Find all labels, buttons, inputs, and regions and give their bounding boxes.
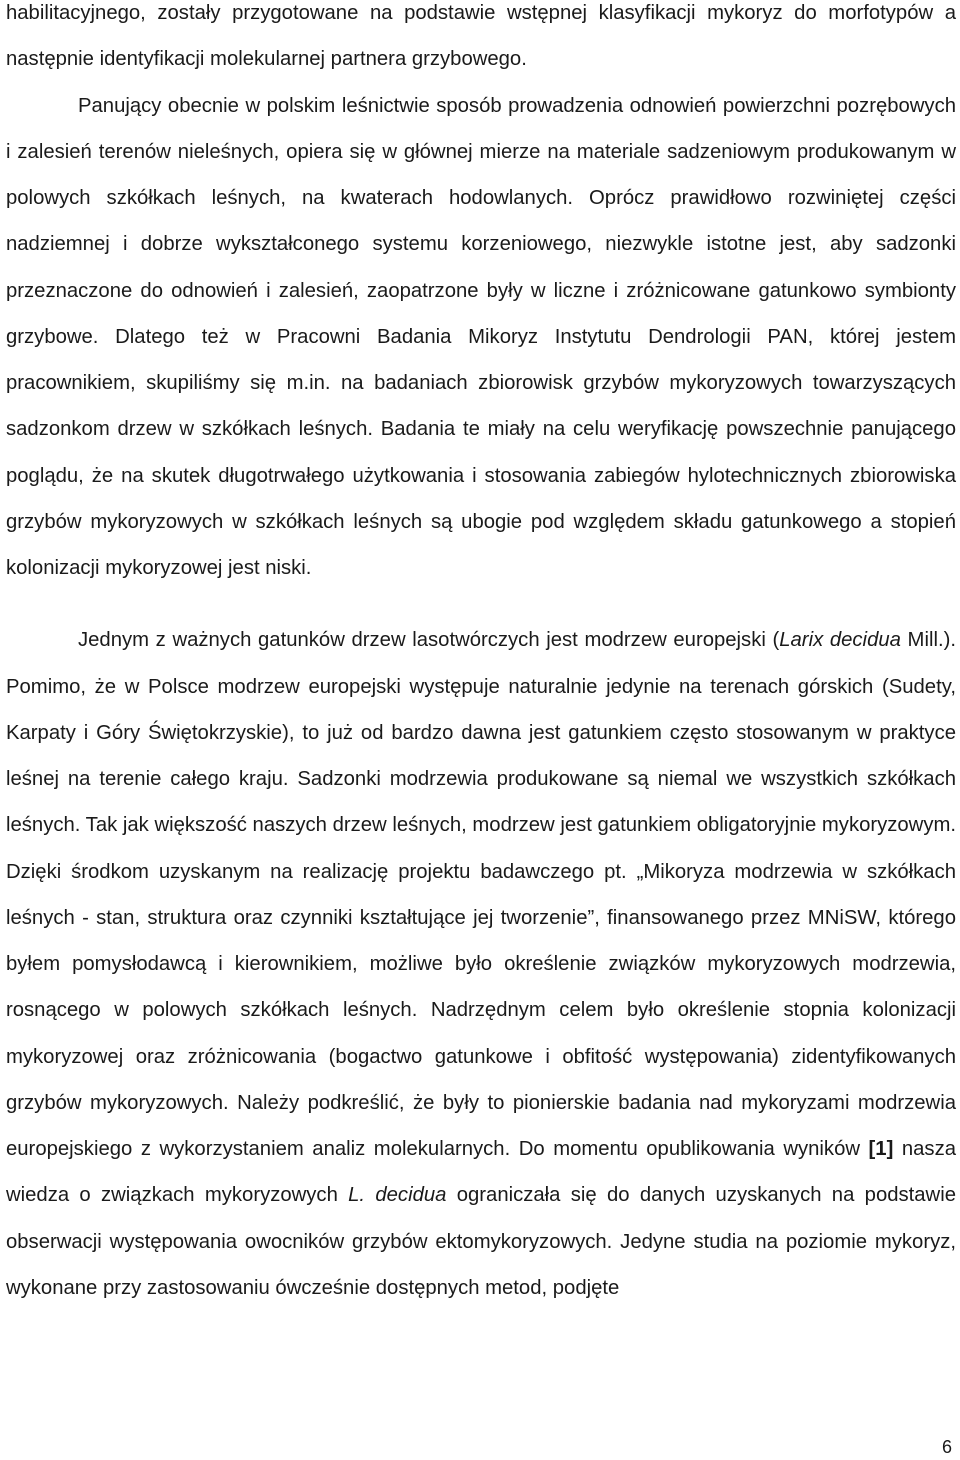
text-segment: habilitacyjnego, zostały przygotowane na podstawie wstępnej klasyfikacji mykoryz do morfotypów a następnie identyfikacji molekularnej partnera grzybowego. [6,2,956,71]
paragraph-forest-nurseries [6,83,956,592]
text-segment: Panujący obecnie w polskim leśnictwie sposób prowadzenia odnowień powierzchni pozrębowych i zalesień terenów nieleśnych, opiera się w głównej mierze na materiale sadzeniowym produkowanym w polowych szkółkach leśnych, na kwaterach hodowlanych. Oprócz prawidłowo rozwiniętej części nadziemnej i dobrze wykształconego systemu korzeniowego, niezwykle istotne jest, aby sadzonki przeznaczone do odnowień i zalesień, zaopatrzone były w liczne i zróżnicowane gatunkowo symbionty grzybowe. Dlatego też w Pracowni Badania Mikoryz Instytutu Dendrologii PAN, której jestem pracownikiem, skupiliśmy się m.in. na badaniach zbiorowisk grzybów mykoryzowych towarzyszących sadzonkom drzew w szkółkach leśnych. Badania te miały na celu weryfikację powszechnie panującego poglądu, że na skutek długotrwałego użytkowania i stosowania zabiegów hylotechnicznych zbiorowiska grzybów mykoryzowych w szkółkach leśnych są ubogie pod względem składu gatunkowego a stopień kolonizacji mykoryzowej jest niski. [6,94,956,579]
species-name-italic: Larix decidua [779,629,901,652]
text-segment: Mill.). Pomimo, że w Polsce modrzew europejski występuje naturalnie jedynie na terenach górskich (Sudety, Karpaty i Góry Świętokrzyskie), to już od bardzo dawna jest gatunkiem często stosowanym w praktyce leśnej na terenie całego kraju. Sadzonki modrzewia produkowane są niemal we wszystkich szkółkach leśnych. Tak jak większość naszych drzew leśnych, modrzew jest gatunkiem obligatoryjnie mykoryzowym. Dzięki środkom uzyskanym na realizację projektu badawczego pt. „Mikoryza modrzewia w szkółkach leśnych - stan, struktura oraz czynniki kształtujące jej tworzenie”, finansowanego przez MNiSW, którego byłem pomysłodawcą i kierownikiem, możliwe było określenie związków mykoryzowych modrzewia, rosnącego w polowych szkółkach leśnych. Nadrzędnym celem było określenie stopnia kolonizacji mykoryzowej oraz zróżnicowania (bogactwo gatunkowe i obfitość występowania) zidentyfikowanych grzybów mykoryzowych. Należy podkreślić, że były to pionierskie badania nad mykoryzami modrzewia europejskiego z wykorzystaniem analiz molekularnych. Do momentu opublikowania wyników [6,629,956,1160]
paragraph-continued-intro [6,0,956,83]
species-name-italic: L. decidua [348,1184,447,1207]
text-segment: Jednym z ważnych gatunków drzew lasotwórczych jest modrzew europejski ( [78,629,780,652]
text-segment: ograniczała się do danych uzyskanych na podstawie obserwacji występowania owocników grzybów ektomykoryzowych. Jedyne studia na poziomie mykoryz, wykonane przy zastosowaniu ówcześnie dostępnych metod, podjęte [6,1184,956,1299]
page-number: 6 [941,1437,952,1457]
text-segment: nasza wiedza o związkach mykoryzowych [6,1138,956,1207]
document-page [6,0,956,1460]
paragraph-larch-research [6,617,956,1311]
citation-reference: [1] [868,1138,894,1160]
